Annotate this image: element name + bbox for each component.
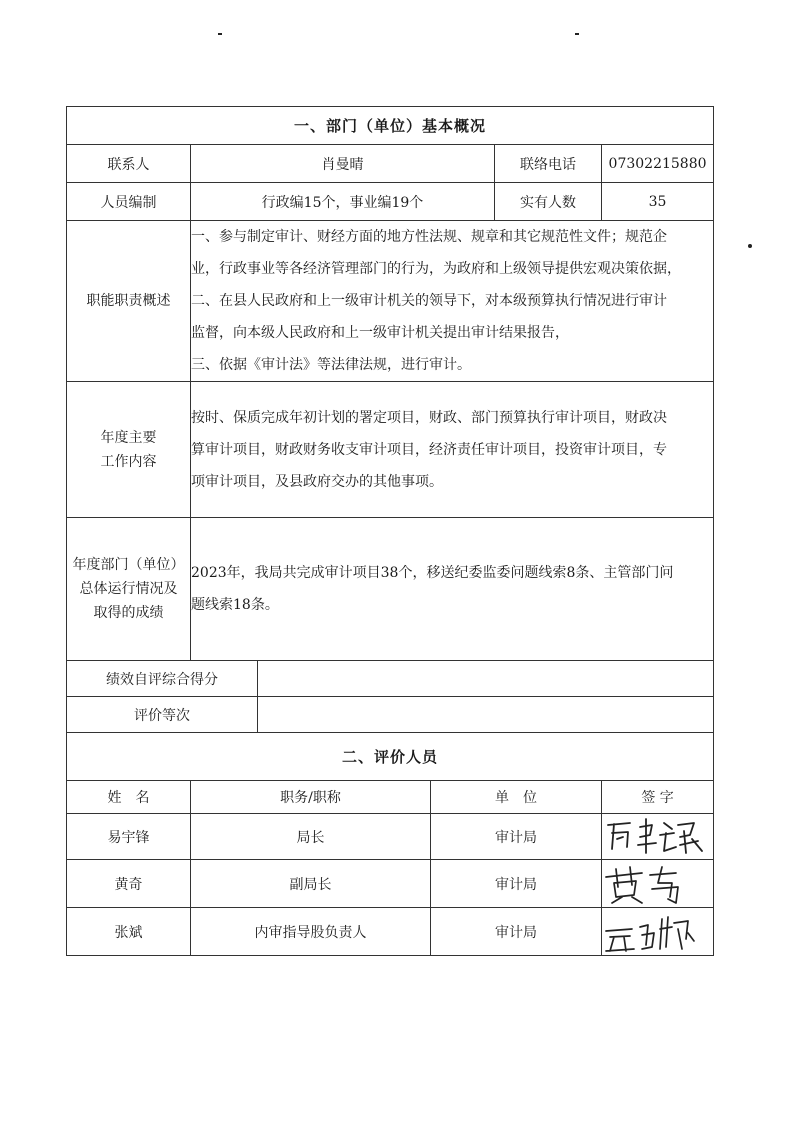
results-line: 2023年，我局共完成审计项目38个，移送纪委监委问题线索8条、主管部门问 [191,565,674,581]
results-label-line: 年度部门（单位） [72,557,185,573]
results-label [67,518,191,661]
work-content-text [191,382,714,518]
handwritten-signature-3 [602,909,714,955]
evaluator-unit: 审计局 [431,814,602,860]
col-header-title: 职务/职称 [191,781,431,814]
evaluator-unit: 审计局 [431,908,602,956]
work-line: 项审计项目，及县政府交办的其他事项。 [191,473,443,490]
evaluator-name: 张斌 [67,908,191,956]
evaluator-title: 副局长 [191,860,431,908]
phone-value: 07302215880 [602,145,714,183]
score-label: 绩效自评综合得分 [67,661,258,697]
handwritten-signature-2 [602,861,714,907]
section-basic-info-title: 一、部门（单位）基本概况 [67,107,714,145]
col-header-unit: 单 位 [431,781,602,814]
section-evaluators-title: 二、评价人员 [67,733,714,781]
actual-staff-label: 实有人数 [495,183,602,221]
evaluator-row [67,860,714,908]
scan-speck [575,33,579,35]
phone-label: 联络电话 [495,145,602,183]
staffing-value: 行政编15个，事业编19个 [191,183,495,221]
evaluator-name: 易宇锋 [67,814,191,860]
results-line: 题线索18条。 [191,597,279,613]
grade-label: 评价等次 [67,697,258,733]
duties-line: 三、依据《审计法》等法律法规，进行审计。 [191,357,471,373]
duties-line: 业，行政事业等各经济管理部门的行为，为政府和上级领导提供宏观决策依据， [191,261,681,277]
evaluator-title: 内审指导股负责人 [191,908,431,956]
evaluation-form-table [66,106,714,956]
score-value [258,661,714,697]
duties-line: 监督，向本级人民政府和上一级审计机关提出审计结果报告， [191,325,569,341]
work-label-line: 年度主要 [100,429,157,446]
contact-value: 肖曼晴 [191,145,495,183]
work-label-line: 工作内容 [100,453,157,470]
duties-text [191,221,714,382]
contact-label: 联系人 [67,145,191,183]
staffing-label: 人员编制 [67,183,191,221]
signature-cell [602,860,714,908]
signature-cell [602,908,714,956]
duties-label: 职能职责概述 [67,221,191,382]
results-label-line: 总体运行情况及 [79,581,178,597]
evaluator-row [67,814,714,860]
signature-cell [602,814,714,860]
work-content-label [67,382,191,518]
col-header-name: 姓 名 [67,781,191,814]
evaluator-row [67,908,714,956]
duties-line: 二、在县人民政府和上一级审计机关的领导下，对本级预算执行情况进行审计 [191,293,667,309]
work-line: 算审计项目，财政财务收支审计项目，经济责任审计项目，投资审计项目，专 [191,441,667,458]
evaluator-name: 黄奇 [67,860,191,908]
evaluator-unit: 审计局 [431,860,602,908]
results-label-line: 取得的成绩 [93,605,164,621]
scan-speck [218,33,222,35]
col-header-signature: 签 字 [602,781,714,814]
duties-line: 一、参与制定审计、财经方面的地方性法规、规章和其它规范性文件；规范企 [191,229,667,245]
handwritten-signature-1 [602,815,714,859]
grade-value [258,697,714,733]
evaluator-title: 局长 [191,814,431,860]
scan-speck [748,244,752,248]
work-line: 按时、保质完成年初计划的署定项目，财政、部门预算执行审计项目，财政决 [191,409,667,426]
results-text [191,518,714,661]
actual-staff-value: 35 [602,183,714,221]
